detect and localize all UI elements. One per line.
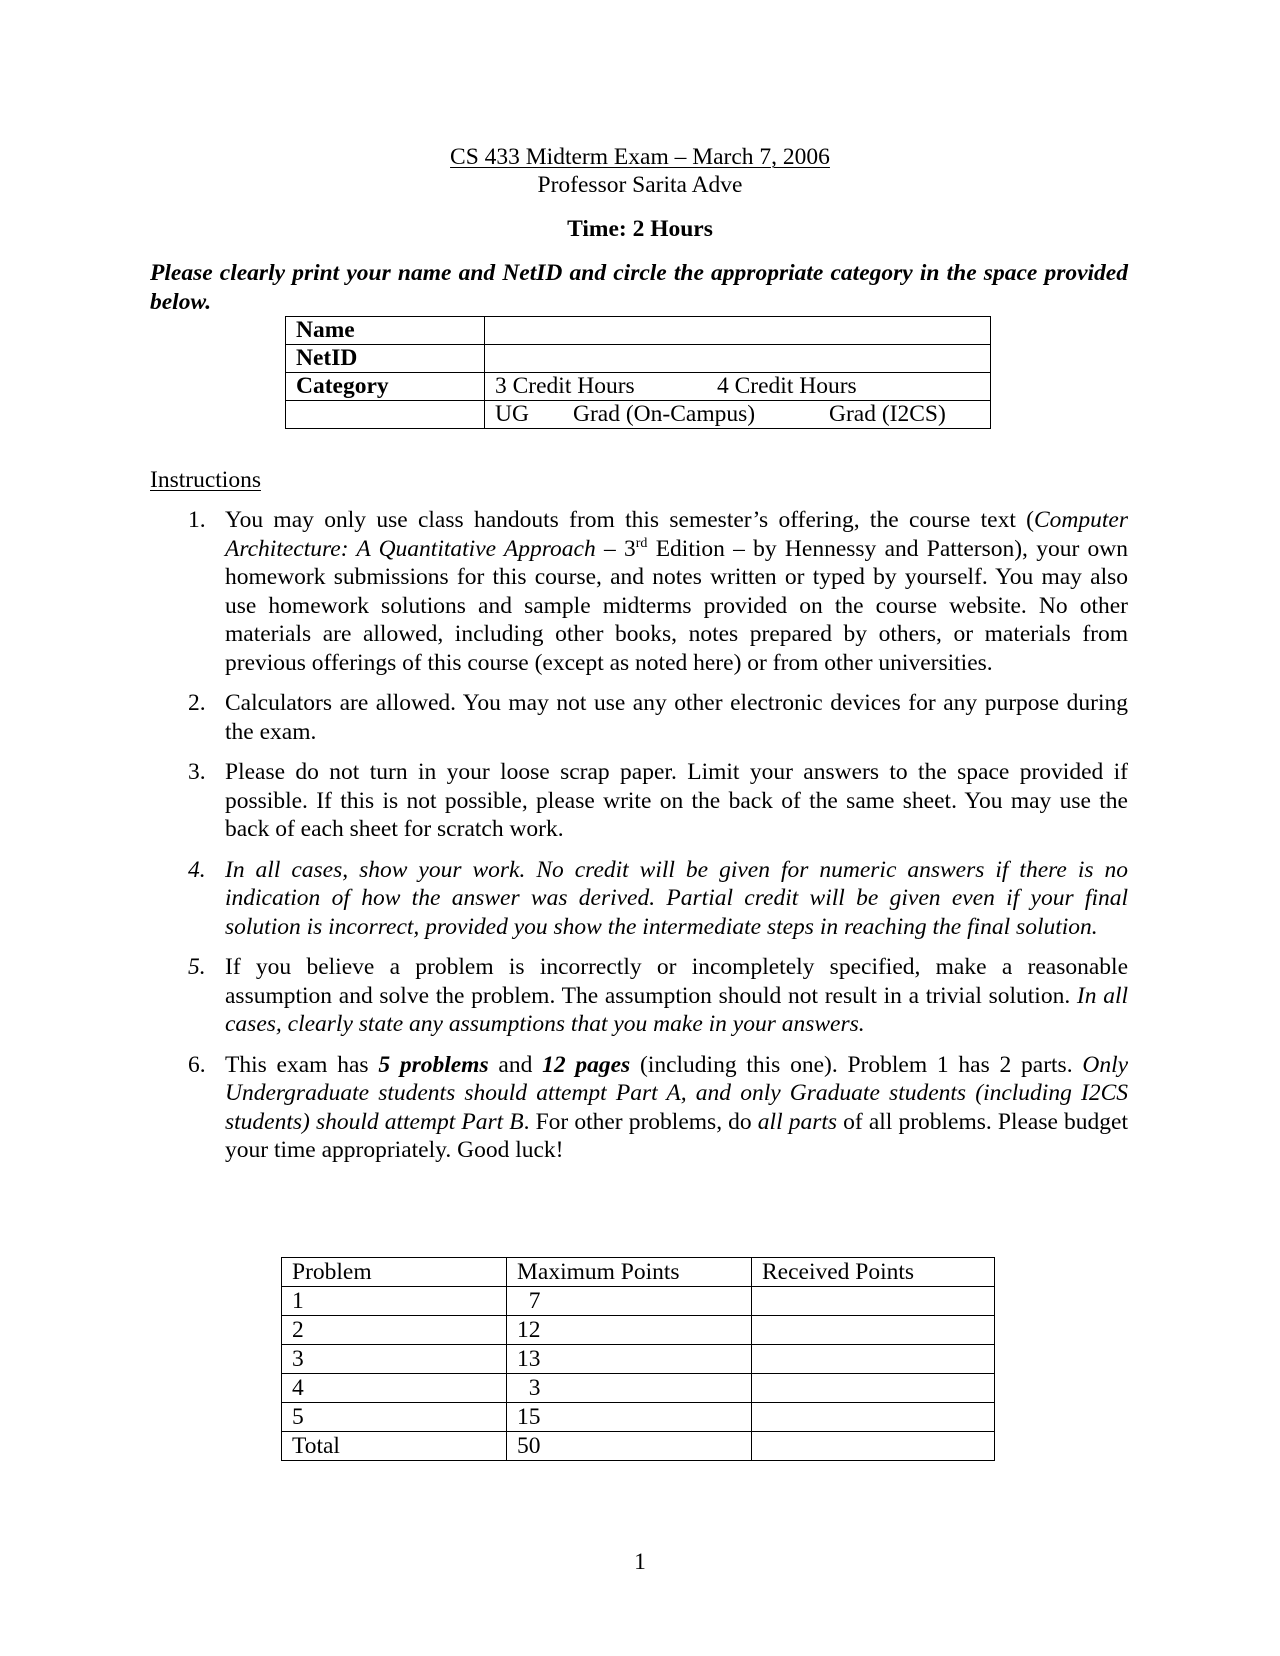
page-count: 12 pages xyxy=(542,1051,631,1078)
item-number: 2. xyxy=(188,690,206,716)
problem-cell: 3 xyxy=(282,1345,507,1374)
item-text: – 3 xyxy=(595,535,636,562)
max-points-cell: 15 xyxy=(507,1403,752,1432)
item-text: of all problems. Please budget your time appropriately. Good luck! xyxy=(225,1108,1128,1163)
item-text-italic: In all cases, clearly state any assumptions that you make in your answers. xyxy=(225,982,1128,1037)
max-points-cell: 12 xyxy=(507,1316,752,1345)
item-text: If you believe a problem is incorrectly or incompletely specified, make a reasonable assumption and solve the problem. The assumption should not result in a trivial solution. xyxy=(225,954,1128,1009)
max-points-value: 7 xyxy=(528,1288,541,1314)
item-number: 1. xyxy=(188,507,206,533)
problem-cell: 4 xyxy=(282,1374,507,1403)
score-row xyxy=(282,1316,995,1345)
student-type-row xyxy=(286,401,991,429)
item-number: 6. xyxy=(188,1051,206,1078)
instruction-item xyxy=(150,689,1128,746)
item-text-italic: Only Undergraduate students should attempt Part A, and only Graduate students (including I2CS students) should attempt Part B xyxy=(225,1051,1129,1135)
total-received-points[interactable] xyxy=(752,1432,995,1461)
category-label: Category xyxy=(286,373,485,401)
intro-text: Please clearly print your name and NetID and circle the appropriate category in the space provided below. xyxy=(150,260,1128,315)
received-points-cell[interactable] xyxy=(752,1345,995,1374)
credit-options-cell xyxy=(485,373,991,401)
received-points-cell[interactable] xyxy=(752,1316,995,1345)
empty-label-cell xyxy=(286,401,485,429)
header-max-points: Maximum Points xyxy=(507,1258,752,1287)
max-points-cell: 13 xyxy=(507,1345,752,1374)
received-points-cell[interactable] xyxy=(752,1374,995,1403)
problem-cell: 2 xyxy=(282,1316,507,1345)
item-text: Calculators are allowed. You may not use any other electronic devices for any purpose during the exam. xyxy=(225,690,1128,745)
max-points-cell xyxy=(507,1374,752,1403)
student-info-table xyxy=(285,316,991,429)
item-text: Edition – by Hennessy and Patterson), your own homework submissions for this course, and notes written or typed by yourself. You may also use homework solutions and sample midterms provided on the course website. No other materials are allowed, including other books, notes prepared by others, or materials from previous offerings of this course (except as noted here) or from other universities. xyxy=(225,535,1129,676)
problem-cell: 1 xyxy=(282,1287,507,1316)
received-points-cell[interactable] xyxy=(752,1287,995,1316)
header-received-points: Received Points xyxy=(752,1258,995,1287)
score-header-row xyxy=(282,1258,995,1287)
item-text: In all cases, show your work. No credit will be given for numeric answers if there is no indication of how the answer was derived. Partial credit will be given even if your final solution is incorrect, provided you show the intermediate steps in reaching the final solution. xyxy=(225,856,1128,940)
book-title: Computer Architecture: A Quantitative Approach xyxy=(225,507,1128,562)
netid-row xyxy=(286,345,991,373)
netid-label: NetID xyxy=(286,345,485,373)
student-option-grad-i2cs[interactable]: Grad (I2CS) xyxy=(829,401,946,427)
max-points-cell xyxy=(507,1287,752,1316)
total-max-points: 50 xyxy=(507,1432,752,1461)
score-row xyxy=(282,1403,995,1432)
instruction-item xyxy=(150,953,1128,1039)
score-row xyxy=(282,1374,995,1403)
student-option-ug[interactable]: UG xyxy=(495,401,529,427)
item-text: This exam has xyxy=(225,1051,379,1078)
netid-field[interactable] xyxy=(485,345,991,373)
item-number: 3. xyxy=(188,759,206,785)
header-problem: Problem xyxy=(282,1258,507,1287)
superscript: rd xyxy=(635,535,648,551)
item-text: . For other problems, do xyxy=(523,1108,758,1135)
total-row xyxy=(282,1432,995,1461)
item-text: Please do not turn in your loose scrap paper. Limit your answers to the space provided if possible. If this is not possible, please write on the back of the same sheet. You may use the back of each sheet for scratch work. xyxy=(225,759,1128,842)
item-text-italic: all parts xyxy=(757,1108,838,1135)
total-label: Total xyxy=(282,1432,507,1461)
page-number: 1 xyxy=(634,1549,646,1575)
item-text: and xyxy=(488,1051,543,1078)
item-text: (including this one). Problem 1 has 2 parts. xyxy=(630,1051,1083,1078)
score-row xyxy=(282,1287,995,1316)
name-label: Name xyxy=(286,317,485,345)
instruction-item xyxy=(150,758,1128,844)
student-options-cell xyxy=(485,401,991,429)
item-number: 4. xyxy=(188,856,206,883)
professor-name: Professor Sarita Adve xyxy=(537,172,743,198)
student-option-grad-on-campus[interactable]: Grad (On-Campus) xyxy=(573,401,756,427)
score-table xyxy=(281,1257,995,1461)
instructions-heading: Instructions xyxy=(150,467,261,493)
max-points-value: 3 xyxy=(528,1375,541,1401)
instruction-item xyxy=(150,1051,1128,1165)
score-row xyxy=(282,1345,995,1374)
exam-title: CS 433 Midterm Exam – March 7, 2006 xyxy=(450,144,830,170)
problem-cell: 5 xyxy=(282,1403,507,1432)
instruction-item xyxy=(150,506,1128,677)
name-row xyxy=(286,317,991,345)
exam-time: Time: 2 Hours xyxy=(567,216,713,242)
instruction-item xyxy=(150,856,1128,942)
item-text: You may only use class handouts from this semester’s offering, the course text ( xyxy=(225,507,1034,533)
problem-count: 5 problems xyxy=(378,1051,489,1078)
instructions-list xyxy=(150,506,1128,1177)
credit-option-4[interactable]: 4 Credit Hours xyxy=(717,373,857,399)
received-points-cell[interactable] xyxy=(752,1403,995,1432)
name-field[interactable] xyxy=(485,317,991,345)
category-row xyxy=(286,373,991,401)
item-number: 5. xyxy=(188,954,206,980)
credit-option-3[interactable]: 3 Credit Hours xyxy=(495,373,635,399)
